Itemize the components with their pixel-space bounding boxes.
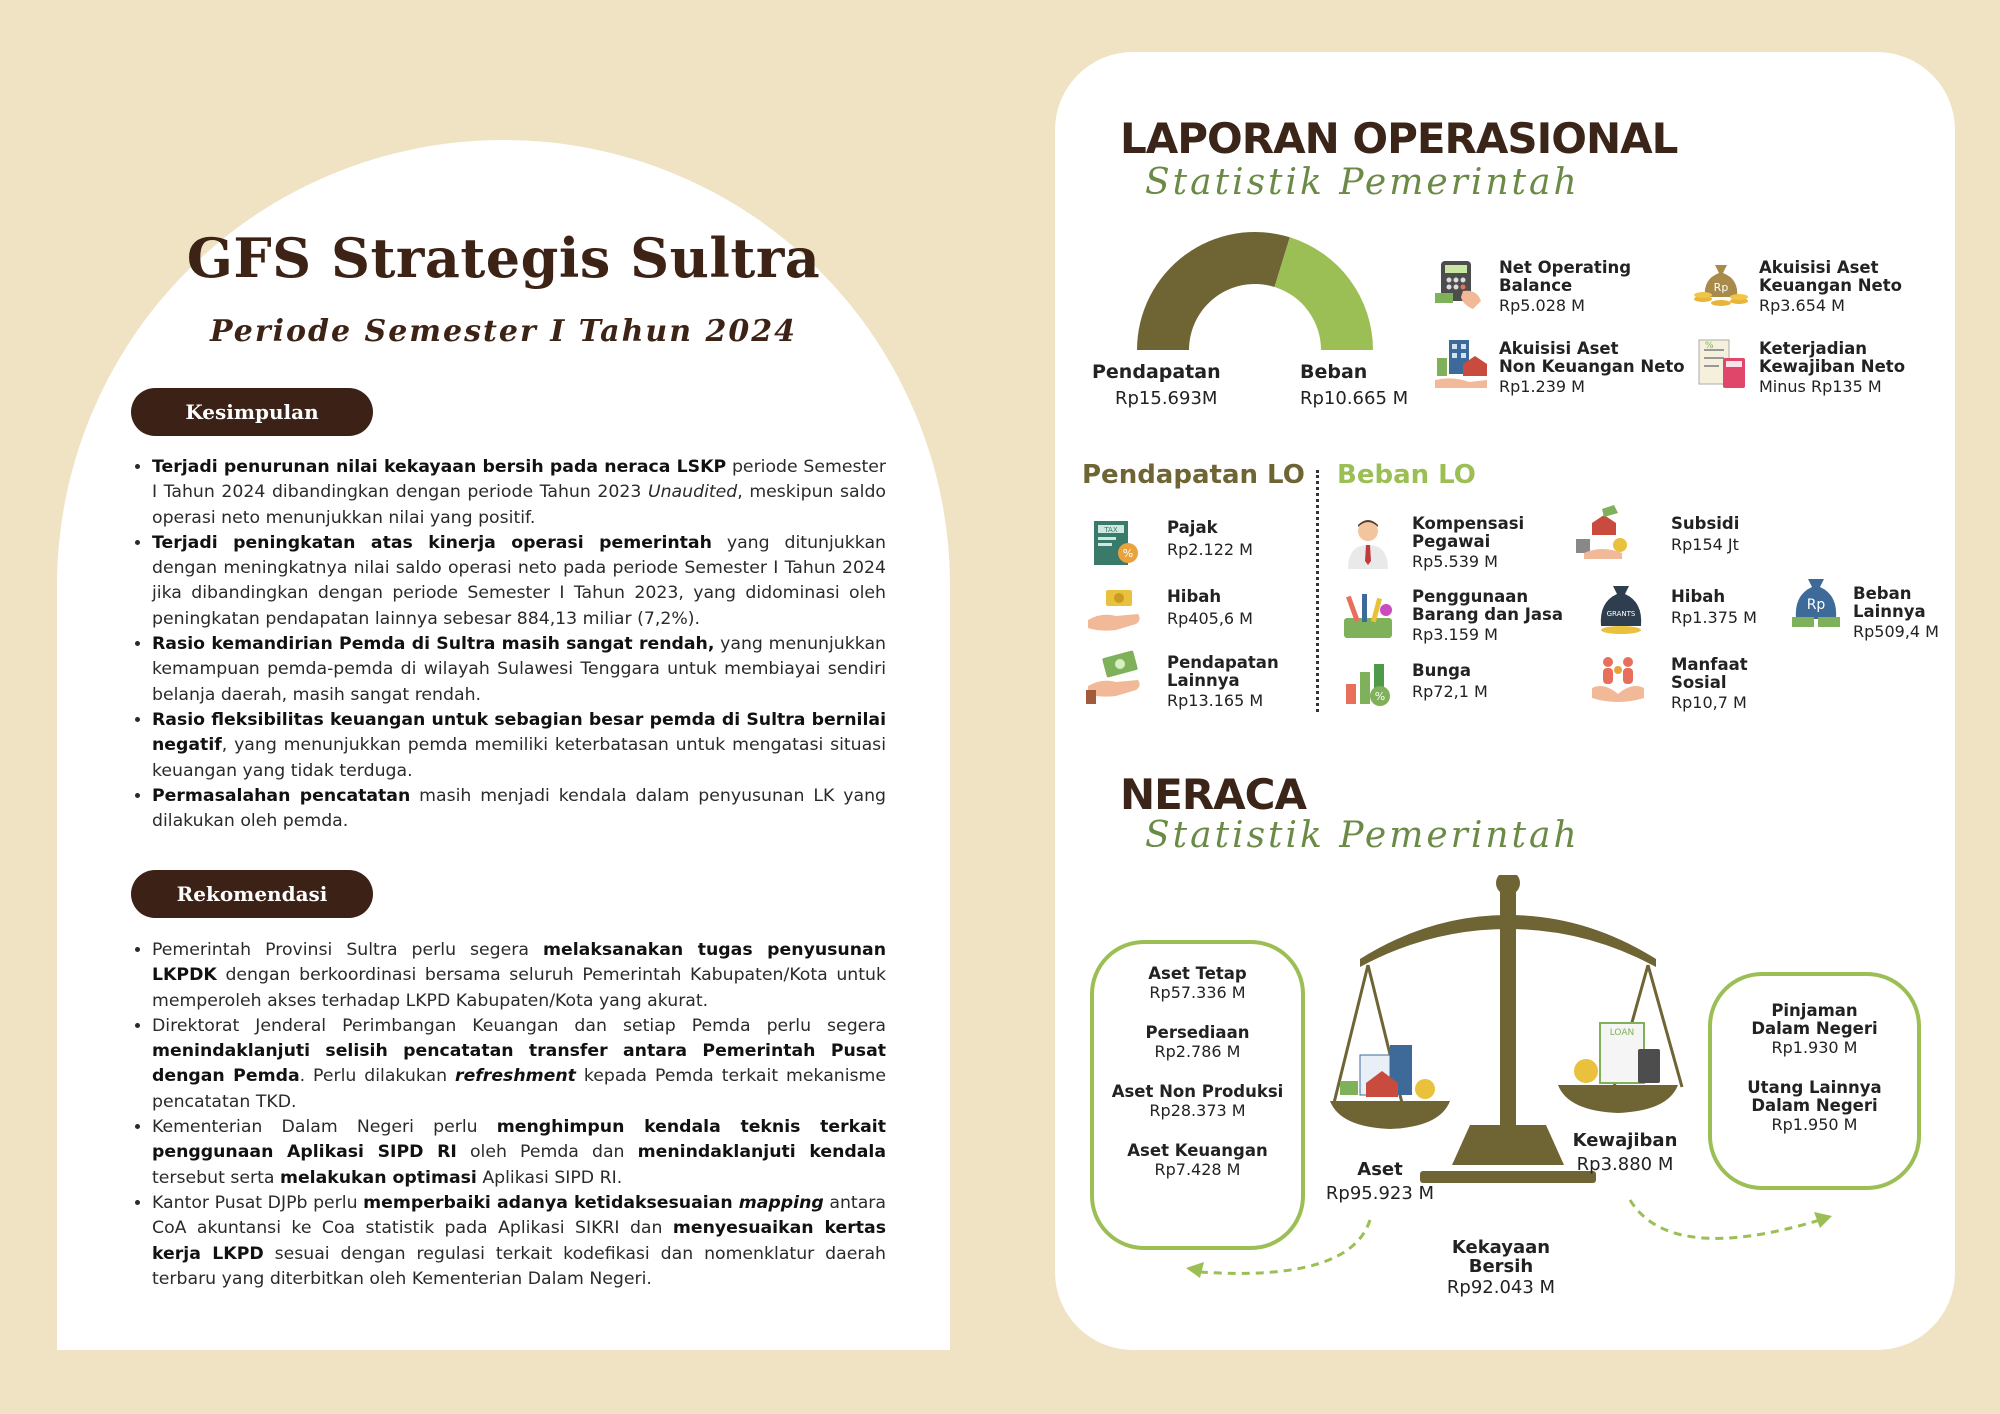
item-label: Manfaat [1671,655,1748,674]
stat-label-line1: Akuisisi Aset [1759,258,1879,277]
rekomendasi-text-run: Kantor Pusat DJPb perlu [152,1192,364,1213]
kesimpulan-badge: Kesimpulan [131,388,373,436]
aset-item-label: Aset Non Produksi [1111,1082,1284,1101]
aset-detail-list [1094,965,1301,1179]
kesimpulan-item [152,708,886,784]
balance-scale-icon [1320,875,1740,1235]
stat-label-line2: Keuangan Neto [1759,276,1902,295]
aset-item-value: Rp57.336 M [1149,983,1246,1002]
gauge-pendapatan-label: Pendapatan [1092,361,1221,383]
item-label: Subsidi [1671,514,1740,533]
rekomendasi-text-run: Pemerintah Provinsi Sultra perlu segera [152,940,544,960]
kesimpulan-text-run: Permasalahan pencatatan [152,785,411,806]
rekomendasi-badge: Rekomendasi [131,870,373,918]
rekomendasi-list [130,938,886,1292]
gauge-pendapatan-arc [1137,232,1290,350]
item-value: Rp13.165 M [1167,691,1264,710]
item-value: Rp154 Jt [1671,535,1739,554]
item-label: Pajak [1167,518,1218,537]
stat-label-line1: Akuisisi Aset [1499,339,1619,358]
lo-divider [1316,470,1319,712]
hand-cash-icon [1086,650,1142,706]
item-label-line2: Pegawai [1412,532,1491,551]
operasional-gauge [1130,230,1380,360]
item-label-line2: Barang dan Jasa [1412,605,1563,624]
svg-text:%: % [1122,547,1134,560]
kewajiban-item-value: Rp1.930 M [1771,1038,1858,1057]
aset-total-label: Aset [1357,1159,1403,1180]
item-value: Rp3.159 M [1412,625,1498,644]
aset-item-label: Aset Keuangan [1127,1141,1268,1160]
item-label: Bunga [1412,661,1472,680]
item-label-line2: Sosial [1671,673,1727,692]
svg-text:LOAN: LOAN [1609,1028,1635,1038]
kekayaan-bersih-label: Kekayaan Bersih [1451,1237,1551,1277]
aset-item-value: Rp28.373 M [1149,1101,1246,1120]
item-label: Penggunaan [1412,587,1529,606]
rekomendasi-text-run: . Perlu dilakukan [299,1066,456,1087]
kewajiban-arrow-icon [1620,1190,1840,1270]
kesimpulan-item [152,531,886,632]
rekomendasi-text-run: menindaklanjuti kendala [637,1142,887,1163]
rekomendasi-text-run: sesuai dengan regulasi terkait kodefikasi dan nomenklatur daerah terbaru yang diterbitkan oleh Kementerian Dalam Negeri. [152,1243,886,1289]
item-label: Pendapatan [1167,653,1279,672]
kesimpulan-text-run: Rasio fleksibilitas keuangan untuk sebagian besar pemda di Sultra bernilai negatif [152,709,886,756]
kesimpulan-text-run: , meskipun saldo operasi neto menunjukkan nilai yang positif. [152,482,886,528]
kesimpulan-text-run: masih menjadi kendala dalam penyusunan LK yang dilakukan oleh pemda. [152,785,887,832]
svg-text:TAX: TAX [1104,526,1118,534]
kesimpulan-text-run: Rasio kemandirian Pemda di Sultra masih sangat rendah, [152,634,715,655]
kesimpulan-text-run: , yang menunjukkan pemda memiliki keterbatasan untuk mengatasi situasi keuangan yang tidak terduga. [152,735,886,781]
kesimpulan-list [130,455,886,834]
lo-script-subtitle: Statistik Pemerintah [1145,162,1580,203]
aset-item-value: Rp7.428 M [1154,1160,1241,1179]
rekomendasi-text-run: antara CoA akuntansi ke Coa statistik pada Aplikasi SIKRI dan [152,1192,886,1239]
kewajiban-item-value: Rp1.950 M [1771,1115,1858,1134]
gauge-beban-value: Rp10.665 M [1300,388,1409,409]
item-value: Rp2.122 M [1167,540,1253,559]
kewajiban-detail-list [1712,1002,1917,1134]
aset-item [1094,965,1301,1002]
svg-text:GRANTS: GRANTS [1606,610,1636,618]
kesimpulan-text-run: Terjadi penurunan nilai kekayaan bersih pada neraca LSKP [152,457,727,477]
item-label-line2: Lainnya [1167,671,1240,690]
kewajiban-item [1712,1079,1917,1134]
pendapatan-lo-heading: Pendapatan LO [1082,460,1305,490]
kesimpulan-text-run: Terjadi peningkatan atas kinerja operasi pemerintah [152,532,712,553]
item-value: Rp405,6 M [1167,609,1253,628]
beban-lo-heading: Beban LO [1337,460,1476,490]
hand-money-icon [1086,584,1142,640]
subsidy-icon [1574,505,1630,561]
kesimpulan-item [152,784,886,835]
rekomendasi-text-run: Direktorat Jenderal Perimbangan Keuangan dan setiap Pemda perlu segera [152,1015,886,1036]
item-label-line2: Lainnya [1853,602,1926,621]
rekomendasi-text-run: oleh Pemda dan [456,1142,638,1163]
item-value: Rp10,7 M [1671,693,1747,712]
item-label: Kompensasi [1412,514,1525,533]
employee-icon [1340,515,1396,571]
stat-value: Rp1.239 M [1499,377,1585,396]
neraca-heading: NERACA [1120,770,1307,819]
kesimpulan-item [152,455,886,531]
kewajiban-item-label: Pinjaman Dalam Negeri [1751,1001,1878,1038]
rekomendasi-item [152,1191,886,1292]
money-bag-coins-icon [1693,255,1749,311]
rekomendasi-text-run: refreshment [455,1066,576,1087]
kewajiban-total-value: Rp3.880 M [1576,1154,1674,1175]
rekomendasi-text-run: Kementerian Dalam Negeri perlu [152,1117,497,1138]
rekomendasi-text-run: Aplikasi SIPD RI. [476,1167,623,1188]
neraca-script-subtitle: Statistik Pemerintah [1145,815,1580,856]
grant-bag-icon [1593,580,1649,636]
kesimpulan-item [152,632,886,708]
item-value: Rp1.375 M [1671,608,1757,627]
kesimpulan-text-run: Unaudited [647,482,738,503]
page-title: GFS Strategis Sultra [186,226,821,290]
svg-text:Rp: Rp [1713,281,1729,294]
gauge-beban-arc [1274,237,1373,350]
rekomendasi-item [152,938,886,1014]
page-subtitle: Periode Semester I Tahun 2024 [210,314,797,349]
gauge-pendapatan-value: Rp15.693M [1115,388,1218,409]
bar-chart-percent-icon [1340,656,1396,712]
stat-label-line2: Non Keuangan Neto [1499,357,1685,376]
stat-label-line2: Balance [1499,276,1573,295]
aset-pan-items [1340,1045,1435,1099]
rekomendasi-item [152,1014,886,1115]
kewajiban-pan-items [1574,1023,1660,1083]
svg-text:%: % [1374,690,1386,703]
building-hand-icon [1433,336,1489,392]
rekomendasi-text-run: memperbaiki adanya ketidaksesuaian [363,1192,739,1213]
rekomendasi-text-run: mapping [738,1192,824,1213]
item-value: Rp72,1 M [1412,682,1488,701]
rekomendasi-text-run: melaksanakan tugas penyusunan LKPDK [152,940,886,986]
aset-item-label: Persediaan [1145,1023,1250,1042]
item-label: Hibah [1167,587,1222,606]
svg-text:Rp: Rp [1806,597,1826,613]
kesimpulan-text-run: yang menunjukkan kemampuan pemda-pemda di wilayah Sulawesi Tenggara untuk membiayai sendiri belanja daerah, masih sangat rendah. [152,634,886,705]
kewajiban-item [1712,1002,1917,1057]
aset-item [1094,1083,1301,1120]
stat-value: Rp5.028 M [1499,296,1585,315]
aset-item [1094,1024,1301,1061]
stat-label-line2: Kewajiban Neto [1759,357,1906,376]
stat-label-line1: Net Operating [1499,258,1632,277]
item-value: Rp5.539 M [1412,552,1498,571]
kesimpulan-text-run: yang ditunjukkan dengan meningkatnya nilai saldo operasi neto pada periode Semester I Tahun 2024 jika dibandingkan dengan periode Semester I Tahun 2023, yang didominasi oleh peningkatan pendapatan lainnya sebesar 884,13 miliar (7,2%). [152,532,886,629]
stationery-icon [1340,588,1396,644]
item-label: Beban [1853,584,1912,603]
kewajiban-total-label: Kewajiban [1572,1130,1678,1151]
aset-item [1094,1142,1301,1179]
item-value: Rp509,4 M [1853,622,1939,641]
item-label: Hibah [1671,587,1726,606]
kesimpulan-text-run: periode Semester I Tahun 2024 dibandingkan dengan periode Tahun 2023 [152,457,886,503]
rekomendasi-text-run: tersebut serta [152,1167,280,1188]
aset-item-label: Aset Tetap [1148,964,1247,983]
rekomendasi-text-run: kepada Pemda terkait mekanisme pencatatan TKD. [152,1066,887,1112]
aset-total-value: Rp95.923 M [1325,1183,1435,1204]
aset-item-value: Rp2.786 M [1154,1042,1241,1061]
kekayaan-bersih-value: Rp92.043 M [1446,1277,1556,1298]
stat-label-line1: Keterjadian [1759,339,1868,358]
stat-value: Minus Rp135 M [1759,377,1882,396]
svg-text:%: % [1705,341,1714,351]
rekomendasi-text-run: menyesuaikan kertas kerja LKPD [152,1218,886,1264]
rekomendasi-text-run: melakukan optimasi [279,1167,477,1188]
kewajiban-item-label: Utang Lainnya Dalam Negeri [1747,1078,1882,1115]
invoice-calculator-icon [1693,336,1749,392]
money-bag-icon [1788,575,1844,631]
rekomendasi-text-run: menindaklanjuti selisih pencatatan transfer antara Pemerintah Pusat dengan Pemda [152,1041,886,1087]
rekomendasi-text-run: menghimpun kendala teknis terkait penggunaan Aplikasi SIPD RI [152,1117,886,1163]
calculator-money-icon [1433,255,1489,311]
aset-arrow-icon [1170,1210,1390,1290]
rekomendasi-item [152,1115,886,1191]
tax-document-icon [1086,515,1142,571]
family-hands-icon [1590,652,1646,708]
lo-heading: LAPORAN OPERASIONAL [1120,114,1678,163]
gauge-beban-label: Beban [1300,361,1368,383]
stat-value: Rp3.654 M [1759,296,1845,315]
rekomendasi-text-run: dengan berkoordinasi bersama seluruh Pemerintah Kabupaten/Kota untuk memperoleh akses terhadap LKPD Kabupaten/Kota yang akurat. [152,965,886,1011]
